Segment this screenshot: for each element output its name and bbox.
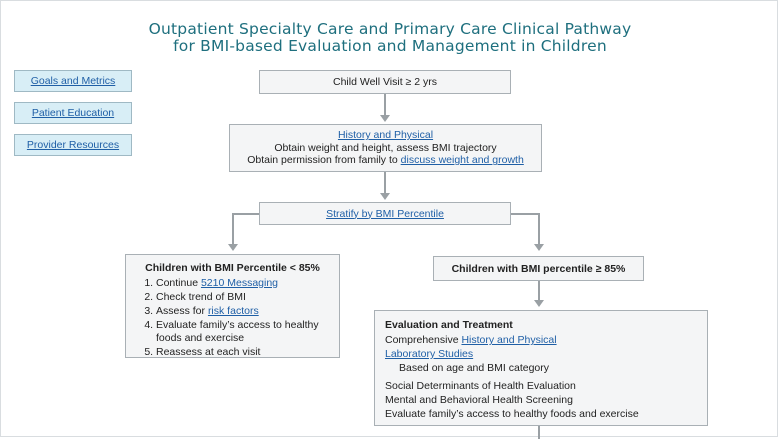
comprehensive-prefix: Comprehensive [385,334,462,346]
arrow-down-icon [380,115,390,122]
risk-factors-link[interactable]: risk factors [207,305,259,317]
stratify-box [259,202,511,225]
goals-and-metrics-button[interactable]: Goals and Metrics [14,70,132,92]
discuss-weight-growth-link[interactable]: discuss weight and growth [400,154,524,167]
list-item: 4. Evaluate family’s access to healthy foods and exercise [156,319,329,345]
bmi-under-85-list [140,277,329,359]
item3-prefix: Assess for [156,305,208,317]
connector-continue [538,426,540,439]
page-title-line-1: Outpatient Specialty Care and Primary Care Clinical Pathway [148,20,632,38]
laboratory-studies-link[interactable]: Laboratory Studies [385,348,474,360]
bmi-over-85-title: Children with BMI percentile ≥ 85% [451,262,626,275]
mental-health-text: Mental and Behavioral Health Screening [385,394,573,406]
access-text: Evaluate family’s access to healthy foods and exercise [385,408,639,420]
arrow-down-icon [534,300,544,307]
sdoh-text: Social Determinants of Health Evaluation [385,380,576,392]
arrow-down-icon [534,244,544,251]
laboratory-line [385,347,697,361]
comprehensive-history-physical-link[interactable]: History and Physical [461,334,557,346]
bmi-under-85-title: Children with BMI Percentile < 85% [145,262,320,274]
page-title-line-2: for BMI-based Evaluation and Management in Children [173,37,607,55]
branch-left-horizontal [232,213,259,215]
hp-permission-prefix: Obtain permission from family to [247,154,401,167]
bmi-over-85-box [433,256,644,281]
list-item [156,277,329,290]
child-well-visit-box [259,70,511,94]
list-item: 2. Check trend of BMI [156,291,329,304]
arrow-down-icon [380,193,390,200]
hp-weight-height-text: Obtain weight and height, assess BMI trajectory [274,141,497,154]
list-item: 5. Reassess at each visit [156,346,329,359]
item1-prefix: Continue [156,277,201,289]
stratify-bmi-link[interactable]: Stratify by BMI Percentile [326,207,444,220]
branch-right-horizontal [511,213,540,215]
evaluation-treatment-title: Evaluation and Treatment [385,319,513,331]
comprehensive-hp-line [385,333,697,347]
connector-right-eval [538,281,540,301]
5210-messaging-link[interactable]: 5210 Messaging [200,277,279,289]
branch-left-vertical [232,213,234,244]
branch-right-vertical [538,213,540,244]
list-item [156,305,329,318]
provider-resources-button[interactable]: Provider Resources [14,134,132,156]
history-physical-link[interactable]: History and Physical [337,129,434,142]
child-well-visit-label: Child Well Visit ≥ 2 yrs [333,76,437,88]
history-physical-box [229,124,542,172]
lab-note: Based on age and BMI category [399,362,550,374]
patient-education-button[interactable]: Patient Education [14,102,132,124]
connector-hp-stratify [384,172,386,194]
evaluation-treatment-box [374,310,708,426]
connector-start-hp [384,94,386,116]
arrow-down-icon [228,244,238,251]
hp-permission-text [247,154,524,167]
bmi-under-85-box [125,254,340,358]
